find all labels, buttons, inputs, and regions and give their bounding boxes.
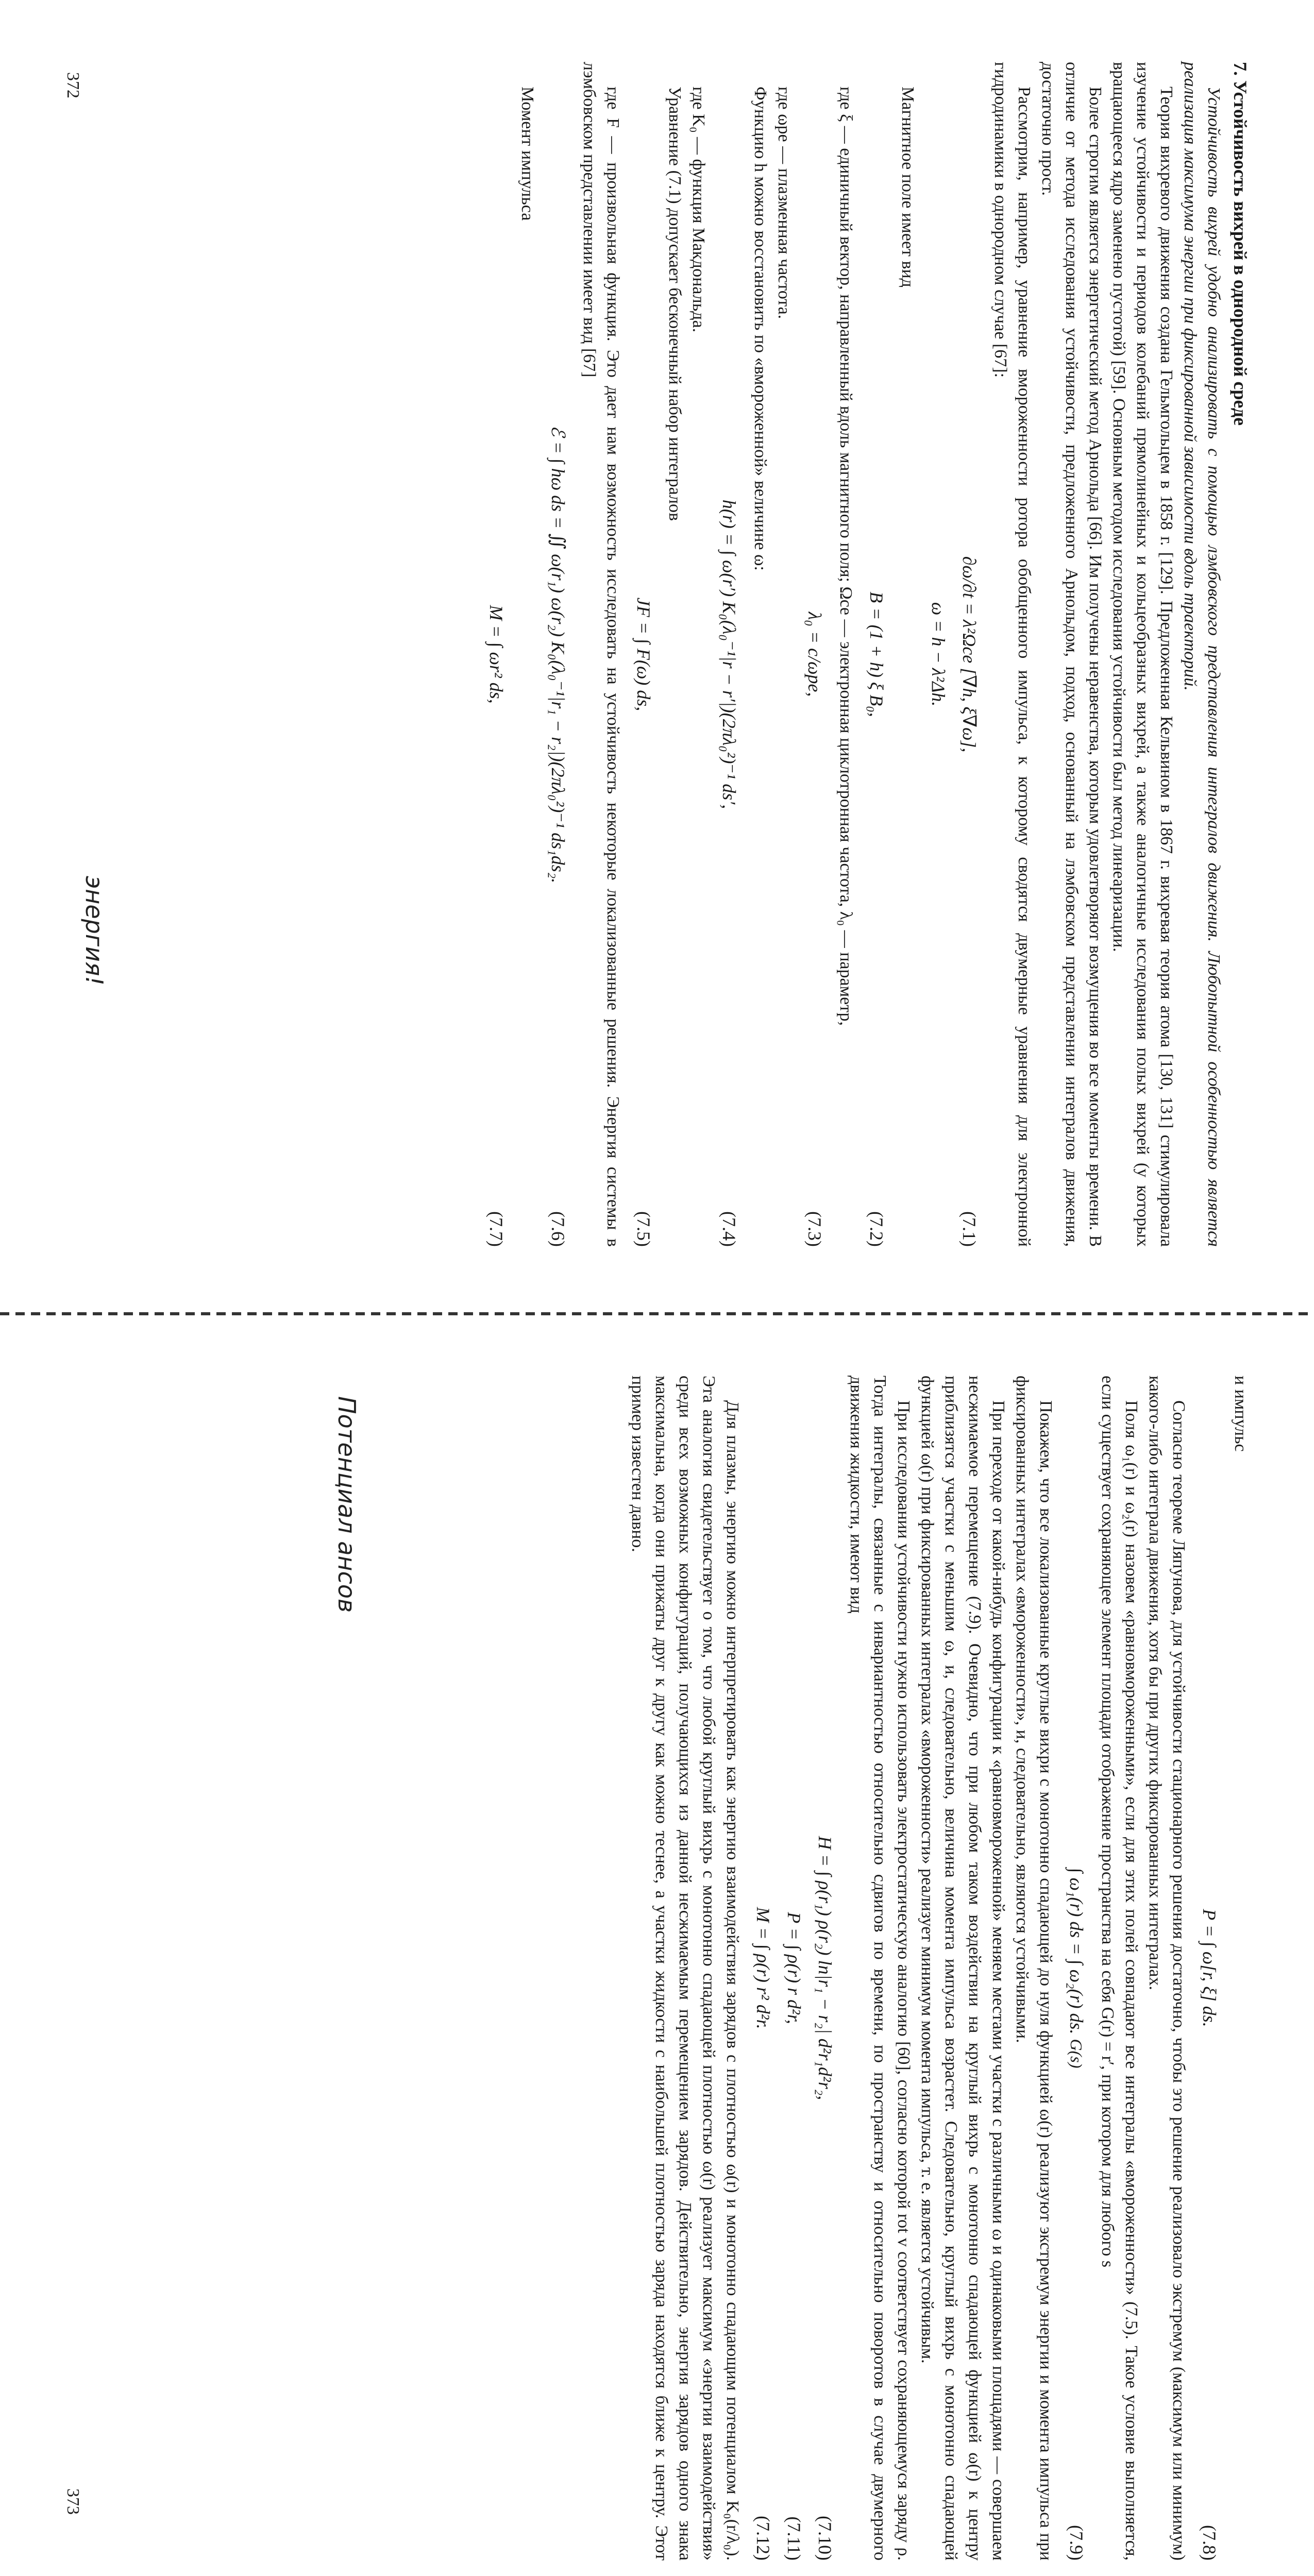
paragraph: Момент импульса (518, 87, 537, 221)
equation-text: JF = ∫ F(ω) ds, (633, 597, 654, 711)
equation-7-7 (484, 62, 508, 1247)
equation-number: (7.3) (804, 1211, 825, 1247)
equation-number: (7.2) (866, 1211, 887, 1247)
paragraph: где ξ — единичный вектор, направленный вдоль магнитного поля; Ωce — электронная циклотронная частота, λ₀ — параметр, (836, 87, 855, 1026)
handwritten-note: энергия! (80, 876, 108, 986)
paragraph: Функцию h можно восстановить по «вмороженной» величине ω: (751, 87, 770, 571)
equation-number: (7.6) (548, 1211, 568, 1247)
equation-text: ∫ ω₁(r) ds = ∫ ω₂(r) ds. (1066, 1868, 1087, 2035)
equation-7-1b (926, 62, 950, 1247)
equation-number: (7.1) (959, 1211, 980, 1247)
paragraph: где K₀ — функция Макдональда. (689, 87, 708, 333)
equation-text: P = ∫ ρ(r) r d²r, (784, 1912, 804, 2024)
equation-7-11 (782, 1376, 806, 2561)
handwritten-note: Потенциал ансов (333, 1396, 361, 1613)
paragraph: Для плазмы, энергию можно интерпретировать как энергию взаимодействия зарядов с плотностью ω(r) и монотонно спадающим потенциалом K₀(r/λ₀). Эта аналогия свидетельствует о том, что любой круглый вихрь с монотонно спадающей плотностью ω(r) реализует максимум «энергии взаимодействия» среди всех возможных конфигураций, получающихся из данной несжимаемым перемещением зарядов. Действительно, энергия зарядов одного знака максимальна, когда они прижаты друг к другу как можно теснее, а участки жидкости с наибольшей плотностью заряда находятся ближе к центру. Этот пример известен давно. (628, 1376, 742, 2561)
equation-subscript: G(s) (1067, 2039, 1086, 2069)
paragraph: Более строгим является энергетический метод Арнольда [66]. Им получены неравенства, которым удовлетворяют возмущения во все моменты времени. В отличие от метода исследования устойчивости, предложенного Арнольдом, подход, основанный на лэмбовском представлении интегралов движения, достаточно прост. (1038, 62, 1105, 1247)
page-373-text (626, 1376, 1252, 2561)
equation-7-3 (803, 62, 827, 1247)
paragraph: Рассмотрим, например, уравнение вмороженности ротора обобщенного импульса, к которому сводятся двумерные уравнения для электронной гидродинамики в однородном случае [67]: (991, 62, 1034, 1247)
equation-number: (7.4) (719, 1211, 739, 1247)
page-number: 373 (63, 2488, 82, 2515)
equation-number: (7.10) (815, 2516, 835, 2561)
paragraph: Согласно теореме Ляпунова, для устойчивости стационарного решения достаточно, чтобы это решение реализовало экстремум (максимум или минимум) какого-либо интеграла движения, хотя бы при других фиксированных интегралах. (1145, 1376, 1188, 2561)
paragraph: где ωpe — плазменная частота. (774, 87, 794, 319)
equation-7-12 (751, 1376, 775, 2561)
equation-text: B = (1 + h) ξ B₀, (866, 591, 887, 717)
equation-text: h(r) = ∫ ω(r′) K₀(λ₀⁻¹|r − r′|)(2πλ₀²)⁻¹ ds′, (719, 499, 739, 809)
paragraph: где F — произвольная функция. Это дает нам возможность исследовать на устойчивость некоторые локализованные решения. Энергия системы в лэмбовском представлении имеет вид [67] (580, 62, 622, 1247)
paragraph: Магнитное поле имеет вид (898, 87, 917, 287)
page-373-rotated (0, 1314, 1314, 2576)
page-372-text (477, 62, 1252, 1247)
equation-text: ω = h − λ²Δh. (928, 602, 949, 707)
page-373 (0, 1314, 1314, 2576)
equation-text: ∂ω/∂t = λ²Ωce [∇h, ξ∇ω], (959, 556, 980, 753)
equation-7-4 (717, 62, 741, 1247)
paragraph: Поля ω₁(r) и ω₂(r) назовем «равновмороженными», если для этих полей совпадают все интегралы «вмороженности» (7.5). Такое условие выполняется, если существует сохраняющее элемент площади отображение пространства на себя G(r) = r′, при котором для любого s (1098, 1376, 1141, 2561)
equation-text: H = ∫ ρ(r₁) ρ(r₂) ln|r₁ − r₂| d²r₁d²r₂, (815, 1836, 835, 2100)
equation-number: (7.7) (486, 1211, 507, 1247)
equation-7-5 (632, 62, 655, 1247)
equation-text: ℰ = ∫ hω ds = ∬ ω(r₁) ω(r₂) K₀(λ₀⁻¹|r₁ − r₂|)(2πλ₀²)⁻¹ ds₁ds₂. (548, 425, 568, 884)
paragraph: При исследовании устойчивости нужно использовать электростатическую аналогию [60], согласно которой rot v соответствует сохраняющемуся заряду ρ. Тогда интегралы, связанные с инвариантностью относительно сдвигов по времени, по пространству и относительно поворотов в случае двумерного движения жидкости, имеют вид (847, 1376, 913, 2561)
equation-number: (7.11) (784, 2516, 804, 2561)
equation-number: (7.5) (633, 1211, 654, 1247)
equation-7-8 (1198, 1376, 1221, 2561)
equation-7-6 (546, 62, 570, 1247)
equation-7-2 (865, 62, 888, 1247)
equation-7-10 (813, 1376, 837, 2561)
equation-number: (7.12) (753, 2516, 773, 2561)
paragraph: и импульс (1231, 1376, 1250, 1452)
paragraph: Покажем, что все локализованные круглые вихри с монотонно спадающей до нуля функцией ω(r) реализуют экстремум энергии и момента импульса при фиксированных интегралах «вмороженности», и, следовательно, являются устойчивыми. (1013, 1376, 1055, 2561)
equation-text: M = ∫ ωr² ds, (486, 605, 507, 704)
section-title: 7. Устойчивость вихрей в однородной среде (1230, 62, 1251, 426)
equation-7-9 (1065, 1376, 1088, 2561)
page-number: 372 (63, 72, 82, 98)
equation-text: P = ∫ ω[r, ξ] ds. (1199, 1909, 1220, 2027)
equation-7-1 (957, 62, 981, 1247)
equation-text: M = ∫ ρ(r) r² d²r. (753, 1907, 773, 2029)
equation-number: (7.8) (1199, 2525, 1220, 2561)
paragraph: Теория вихревого движения создана Гельмгольцем в 1858 г. [129]. Предложенная Кельвином в 1867 г. вихревая теория атома [130, 131] стимулировала изучение устойчивости и периодов колебаний прямолинейных и кольцеобразных вихрей, а также аналогичные исследования полых вихрей (у которых вращающееся ядро заменено пустотой) [59]. Основным методом исследования устойчивости был метод линеаризации. (1109, 62, 1176, 1247)
paragraph: Уравнение (7.1) допускает бесконечный набор интегралов (665, 87, 684, 521)
equation-number: (7.9) (1066, 2525, 1087, 2561)
paragraph: При переходе от какой-нибудь конфигурации к «равновмороженной» меняем местами участки с различными ω и одинаковыми площадями — совершаем несжимаемое перемещение (7.9). Очевидно, что при любом таком воздействии на круглый вихрь с монотонно спадающей функцией ω(r) к центру приблизятся участки с меньшим ω, и, следовательно, величина момента импульса возрастет. Следовательно, круглый вихрь с монотонно спадающей функцией ω(r) при фиксированных интегралах «вмороженности» реализует минимум момента импульса, т. е. является устойчивым. (918, 1376, 1008, 2561)
intro-italic: Устойчивость вихрей удобно анализировать с помощью лэмбовского представления интегралов движения. Любопытной особенностью является реализация максимума энергии при фиксированной зависимости вдоль траекторий. (1181, 62, 1223, 1247)
equation-text: λ₀ = c/ωpe, (804, 612, 825, 697)
